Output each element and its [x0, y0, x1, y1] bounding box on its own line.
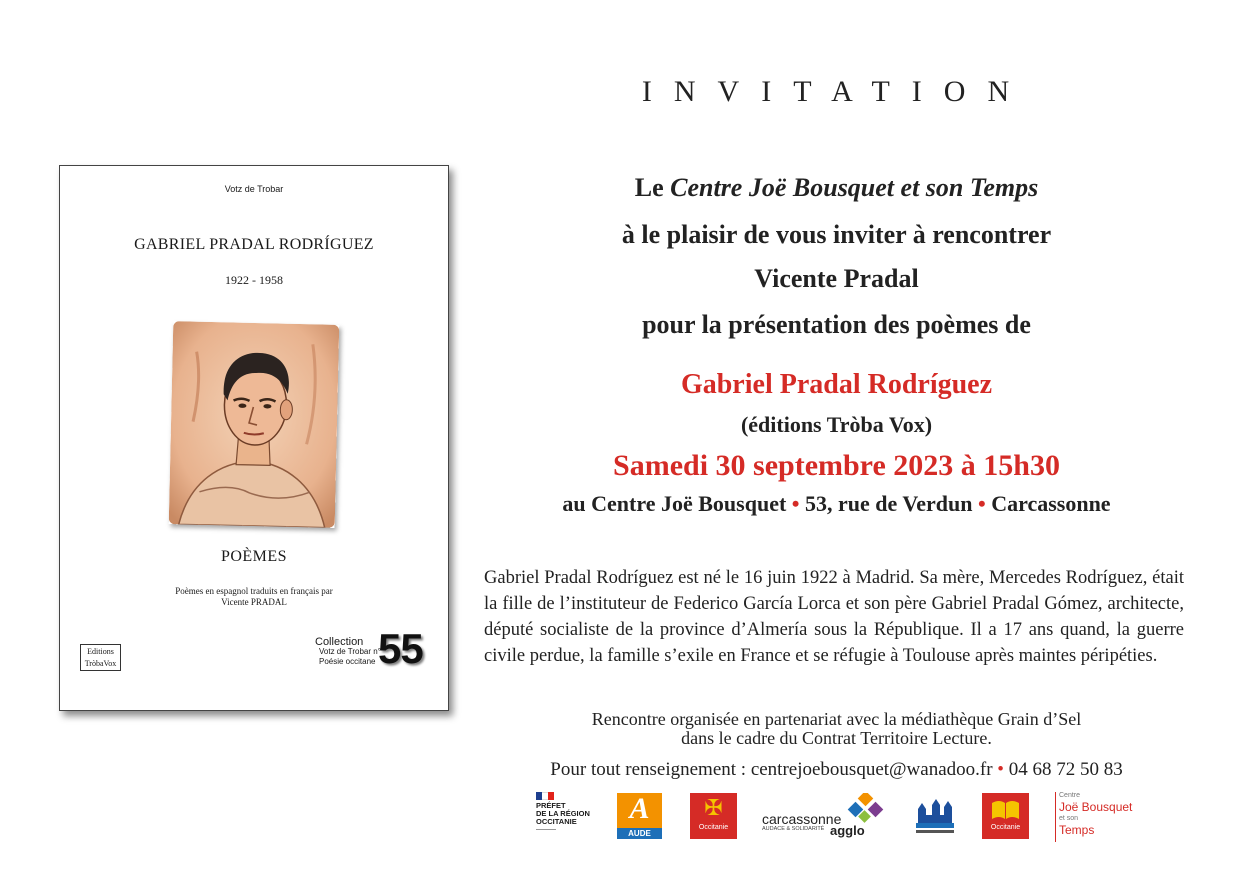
carcassonne-castle-logo	[914, 793, 956, 839]
occitanie-region-logo	[690, 793, 737, 839]
prefet-line-1: PRÉFET	[536, 801, 566, 810]
aude-label: AUDE	[617, 828, 662, 839]
editions-logo	[80, 644, 121, 671]
occitanie-lecture-logo	[982, 793, 1029, 839]
bullet-separator: •	[997, 759, 1004, 780]
presentation-line: pour la présentation des poèmes de	[642, 310, 1031, 339]
venue-street: 53, rue de Verdun	[805, 491, 973, 516]
collection-line-3: Poésie occitane	[319, 657, 376, 666]
occitanie-region-label: Occitanie	[698, 824, 729, 831]
invite-line: à le plaisir de vous inviter à rencontrer	[621, 220, 1052, 249]
aude-logo	[617, 793, 662, 839]
cjb-line-2: Joë Bousquet	[1059, 800, 1133, 814]
cover-dates: 1922 - 1958	[225, 273, 283, 287]
guest-name: Vicente Pradal	[754, 264, 919, 293]
occitanie-lecture-label: Occitanie	[990, 824, 1021, 831]
cover-genre: POÈMES	[220, 548, 288, 565]
collection-number: 55	[378, 625, 423, 672]
partner-line-1: Rencontre organisée en partenariat avec la médiathèque Grain d’Sel	[591, 709, 1082, 729]
cover-series: Votz de Trobar	[224, 184, 284, 194]
invitation-title: INVITATION	[641, 75, 1032, 108]
prefet-line-2: DE LA RÉGION	[536, 809, 590, 818]
event-date: Samedi 30 septembre 2023 à 15h30	[613, 449, 1060, 482]
inviter-line	[470, 173, 1203, 203]
contact-phone: 04 68 72 50 83	[1008, 759, 1123, 780]
venue-city: Carcassonne	[991, 491, 1111, 516]
inviter-prefix: Le	[634, 173, 671, 202]
cjb-line-4: Temps	[1059, 823, 1095, 837]
carcassonne-agglo-logo	[762, 793, 890, 839]
translation-line-2: Vicente PRADAL	[221, 597, 287, 607]
french-flag-icon	[536, 792, 554, 800]
centre-joe-bousquet-logo	[1055, 792, 1145, 842]
open-book-icon	[990, 799, 1021, 821]
venue-place: au Centre Joë Bousquet	[562, 491, 787, 516]
collection-label: Collection	[315, 636, 364, 648]
biography-paragraph: Gabriel Pradal Rodríguez est né le 16 juin 1922 à Madrid. Sa mère, Mercedes Rodríguez, était la fille de l’instituteur de Federico García Lorca et son père Gabriel Pradal Gómez, architecte, député socialiste de la province d’Almería sous la République. Il a 17 ans quand, la guerre civile perdue, la famille s’exile en France et se réfugie à Toulouse après maintes péripéties.	[484, 568, 1184, 666]
bullet-separator: •	[791, 491, 800, 516]
editions-line-2: TròbaVox	[84, 659, 117, 668]
prefet-occitanie-logo	[536, 792, 606, 840]
occitan-cross-icon: ✠	[704, 795, 723, 820]
cjb-line-1: Centre	[1059, 792, 1081, 799]
portrait-painting	[169, 321, 340, 528]
book-cover	[59, 165, 449, 711]
partner-line-2: dans le cadre du Contrat Territoire Lecture.	[681, 728, 992, 748]
cover-translation	[60, 586, 448, 608]
bullet-separator: •	[977, 491, 986, 516]
cover-author: GABRIEL PRADAL RODRÍGUEZ	[134, 236, 374, 253]
aude-a-icon: A	[629, 792, 650, 825]
collection-line-2: Votz de Trobar n°	[319, 647, 381, 656]
publisher: (éditions Tròba Vox)	[740, 412, 933, 437]
prefet-line-3: OCCITANIE	[536, 817, 577, 826]
inviter-name: Centre Joë Bousquet et son Temps	[670, 173, 1039, 202]
venue-line	[470, 491, 1203, 517]
agglo-label: agglo	[830, 823, 865, 838]
contact-email-label: Pour tout renseignement : centrejoebousquet@wanadoo.fr	[550, 759, 993, 780]
carcassonne-label: carcassonne	[762, 811, 842, 827]
contact-line	[470, 759, 1203, 781]
editions-line-1: Editions	[87, 647, 114, 656]
carcassonne-tagline: AUDACE & SOLIDARITÉ	[762, 826, 825, 832]
translation-line-1: Poèmes en espagnol traduits en français par	[175, 586, 333, 596]
agglo-diamonds-icon	[846, 793, 888, 823]
poet-name: Gabriel Pradal Rodríguez	[680, 369, 993, 400]
cjb-line-3: et son	[1059, 815, 1079, 822]
